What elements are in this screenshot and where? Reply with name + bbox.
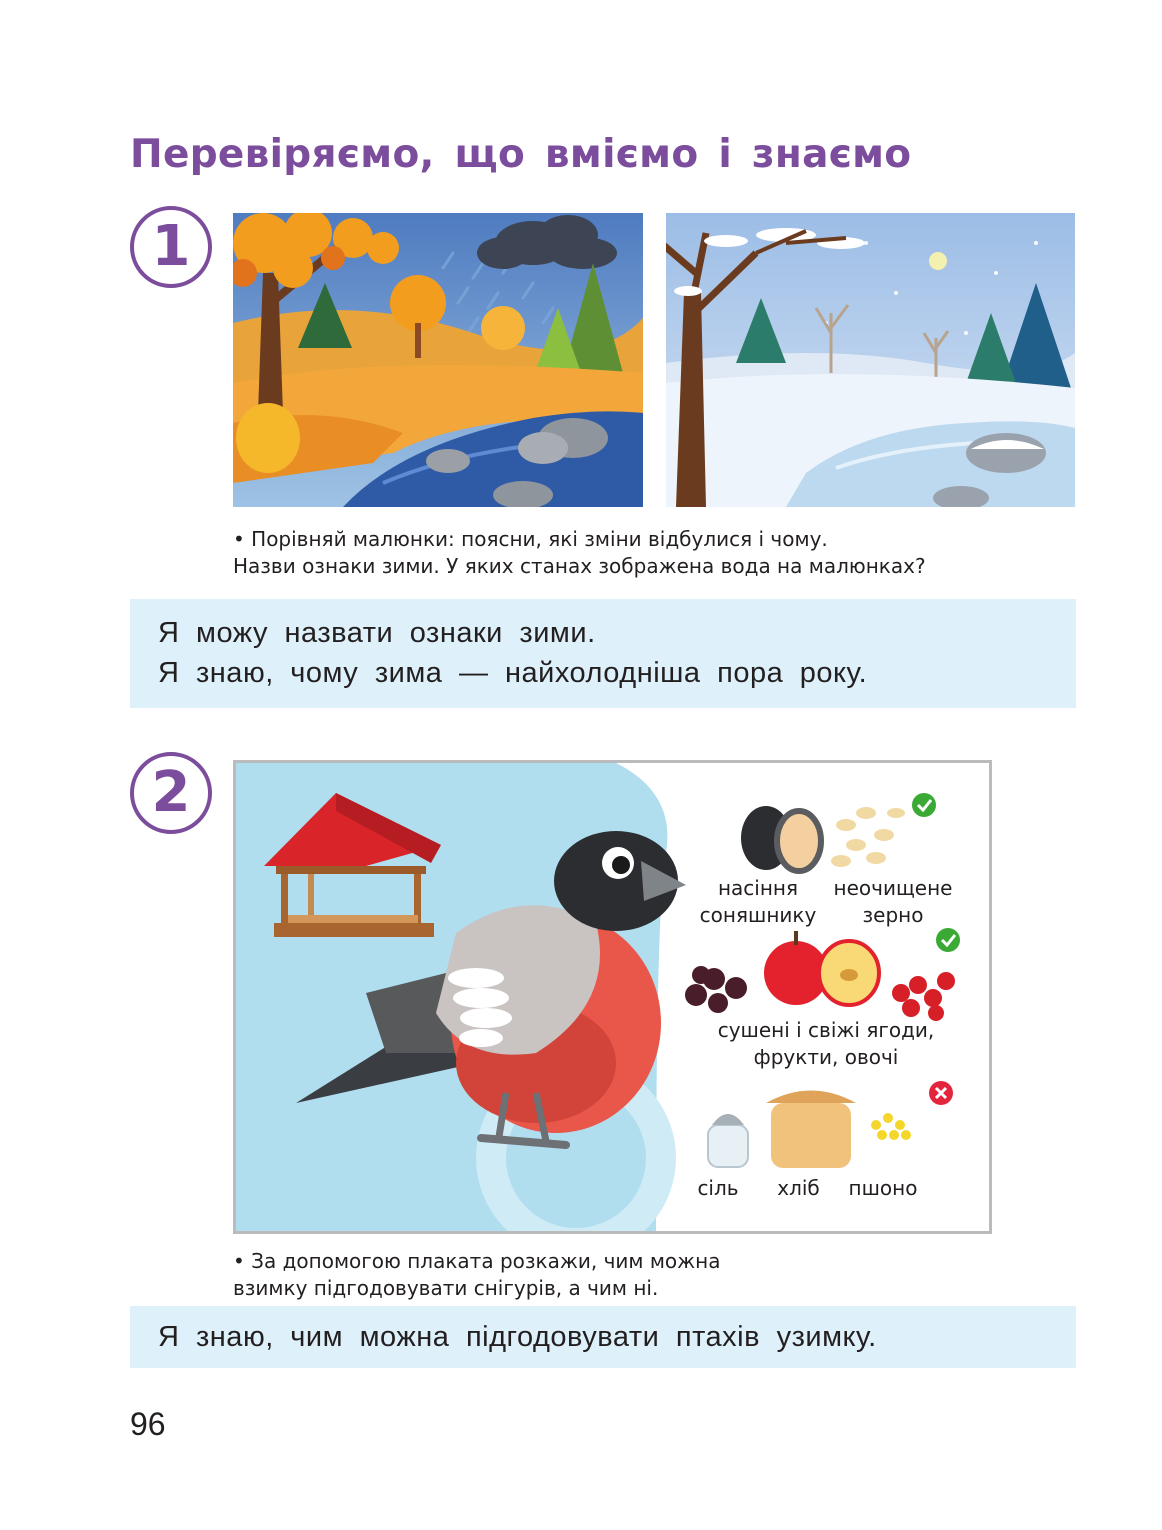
label-grain-line1: неочищене (833, 876, 953, 900)
check-icon-1 (912, 793, 936, 817)
task1-skill-line2: Я знаю, чому зима — найхолодніша пора року. (158, 657, 868, 689)
task2-instruction-line2: взимку підгодовувати снігурів, а чим ні. (233, 1276, 659, 1300)
winter-landscape-image (666, 213, 1075, 507)
task2-instruction (233, 1248, 721, 1302)
task1-instruction-line1: • Порівняй малюнки: поясни, які зміни відбулися і чому. (233, 527, 828, 551)
label-sunflower-seeds (693, 875, 823, 929)
cross-icon (929, 1081, 953, 1105)
task-number-1: 1 (130, 206, 212, 288)
poster-background (236, 763, 989, 1231)
label-berries-fruits (691, 1017, 961, 1071)
task2-skill-box (130, 1306, 1076, 1368)
task1-skill-line1: Я можу назвати ознаки зими. (158, 617, 596, 649)
salt-shaker-icon (708, 1114, 748, 1167)
check-icon-2 (936, 928, 960, 952)
task1-instruction-line2: Назви ознаки зими. У яких станах зображена вода на малюнках? (233, 554, 926, 578)
bread-icon (766, 1091, 856, 1169)
page-number: 96 (130, 1406, 166, 1442)
autumn-landscape-image (233, 213, 643, 507)
label-berries-line2: фрукти, овочі (753, 1045, 899, 1069)
label-grain-line2: зерно (862, 903, 924, 927)
task-number-2: 2 (130, 752, 212, 834)
task2-skill-line1: Я знаю, чим можна підгодовувати птахів узимку. (158, 1321, 877, 1353)
sunflower-seeds-icon (741, 806, 821, 871)
apple-half-icon (819, 941, 879, 1005)
label-sunflower-seeds-line1: насіння (717, 876, 799, 900)
label-berries-line1: сушені і свіжі ягоди, (717, 1018, 935, 1042)
label-salt: сіль (697, 1176, 739, 1200)
label-grain (828, 875, 958, 929)
label-millet: пшоно (848, 1176, 918, 1200)
rowan-berries-icon (892, 972, 955, 1021)
millet-icon (871, 1113, 911, 1140)
task1-skill-box (130, 599, 1076, 708)
task2-instruction-line1: • За допомогою плаката розкажи, чим можна (233, 1249, 721, 1273)
grain-icon (831, 807, 905, 867)
feeding-poster (233, 760, 992, 1234)
page-title: Перевіряємо, що вміємо і знаємо (130, 132, 912, 177)
label-sunflower-seeds-line2: соняшнику (699, 903, 817, 927)
label-bread: хліб (777, 1176, 820, 1200)
dried-berries-icon (685, 966, 747, 1013)
task1-instruction (233, 526, 926, 580)
